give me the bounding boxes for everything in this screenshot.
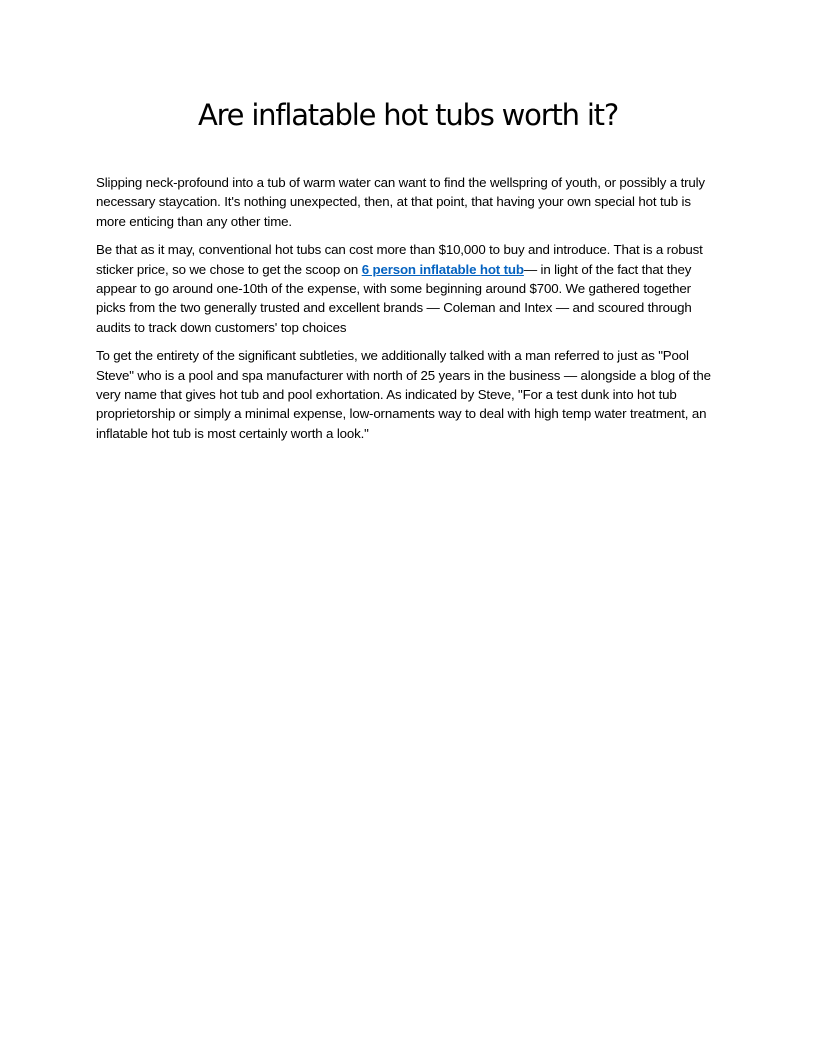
paragraph-2-after-link: — in light of the fact that they appear to go around one-10th of the expense, with some beginning around $700. We gathered together picks from the two generally trusted and excellent brands — Coleman and Intex — and scoured through audits to track down customers' top choices xyxy=(96,261,692,335)
document-title: Are inflatable hot tubs worth it? xyxy=(197,98,619,132)
inflatable-hot-tub-link[interactable]: 6 person inflatable hot tub xyxy=(361,261,524,277)
paragraph-1: Slipping neck-profound into a tub of warm water can want to find the wellspring of youth, or possibly a truly necessary staycation. It's nothing unexpected, then, at that point, that having your own special hot tub is more enticing than any other time. xyxy=(96,175,705,229)
document-body xyxy=(96,173,720,452)
paragraph-3: To get the entirety of the significant subtleties, we additionally talked with a man referred to just as "Pool Steve" who is a pool and spa manufacturer with north of 25 years in the business — alongside a blog of the very name that gives hot tub and pool exhortation. As indicated by Steve, "For a test dunk into hot tub proprietorship or simply a minimal expense, low-ornaments way to deal with high temp water treatment, an inflatable hot tub is most certainly worth a look." xyxy=(96,348,711,441)
paragraph-2 xyxy=(96,240,720,337)
paragraph-2-before-link: Be that as it may, conventional hot tubs can cost more than $10,000 to buy and introduce. That is a robust sticker price, so we chose to get the scoop on xyxy=(96,242,703,277)
